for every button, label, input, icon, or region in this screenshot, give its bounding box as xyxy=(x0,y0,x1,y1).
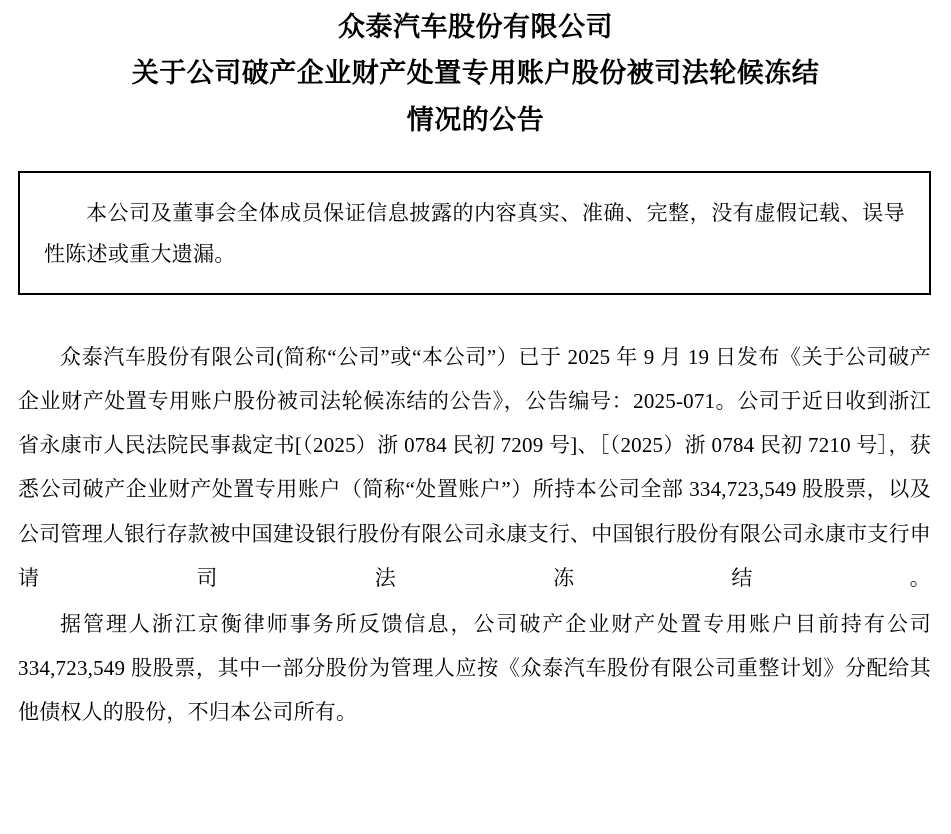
document-body xyxy=(18,335,933,734)
title-line-2: 关于公司破产企业财产处置专用账户股份被司法轮候冻结 xyxy=(131,58,820,89)
title-line-3: 情况的公告 xyxy=(406,104,545,135)
body-paragraph-2: 据管理人浙江京衡律师事务所反馈信息，公司破产企业财产处置专用账户目前持有公司 334,723,549 股股票，其中一部分股份为管理人应按《众泰汽车股份有限公司重整计划》分配给其他债权人的股份，不归本公司所有。 xyxy=(18,611,931,724)
disclaimer-text: 本公司及董事会全体成员保证信息披露的内容真实、准确、完整，没有虚假记载、误导性陈述或重大遗漏。 xyxy=(44,201,905,267)
title-line-1: 众泰汽车股份有限公司 xyxy=(338,12,613,42)
document-title xyxy=(18,0,933,143)
body-paragraph-1: 众泰汽车股份有限公司(简称“公司”或“本公司”）已于 2025 年 9 月 19 日发布《关于公司破产企业财产处置专用账户股份被司法轮候冻结的公告》，公告编号：2025-071。公司于近日收到浙江省永康市人民法院民事裁定书[（2025）浙 0784 民初 7209 号]、［（2025）浙 0784 民初 7210 号］，获悉公司破产企业财产处置专用账户（简称“处置账户”）所持本公司全部 334,723,549 股股票，以及公司管理人银行存款被中国建设银行股份有限公司永康支行、中国银行股份有限公司永康市支行申请司法冻结。 xyxy=(18,345,931,590)
disclaimer-box xyxy=(18,171,931,295)
